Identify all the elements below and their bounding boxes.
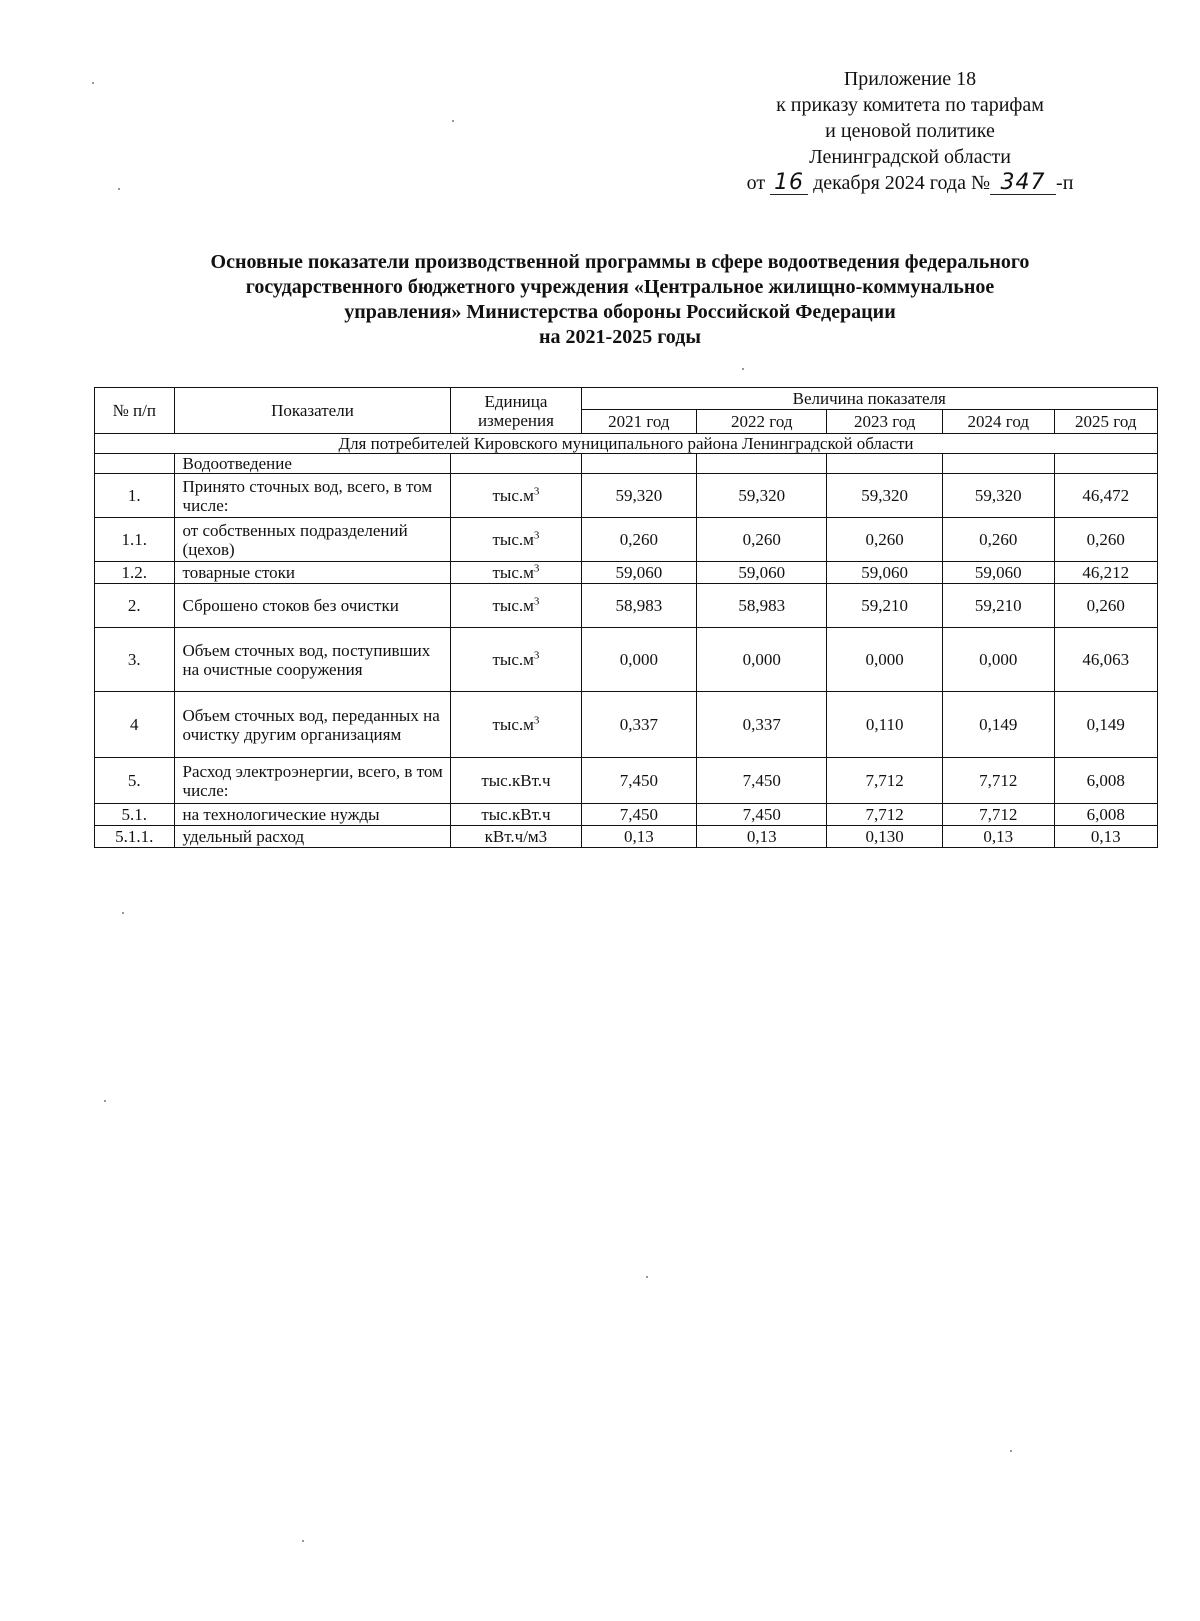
row-value: 0,260 (827, 518, 943, 562)
row-unit (451, 692, 581, 758)
row-value: 0,000 (827, 628, 943, 692)
unit-base: тыс.м (492, 486, 534, 505)
header-year: 2021 год (581, 410, 697, 434)
table-cell (581, 454, 697, 474)
unit-base: тыс.м (492, 563, 534, 582)
row-value: 0,260 (1054, 584, 1157, 628)
row-unit (451, 584, 581, 628)
row-unit (451, 804, 581, 826)
header-indicator: Показатели (174, 388, 451, 434)
row-unit (451, 562, 581, 584)
row-value: 0,149 (943, 692, 1055, 758)
row-value: 59,210 (827, 584, 943, 628)
row-value: 0,260 (943, 518, 1055, 562)
scan-speck (646, 1276, 648, 1278)
row-indicator: товарные стоки (174, 562, 451, 584)
unit-base: тыс.кВт.ч (481, 805, 551, 824)
title-line-2: государственного бюджетного учреждения «Центральное жилищно-коммунальное (245, 276, 995, 298)
row-value: 7,712 (943, 804, 1055, 826)
unit-base: тыс.м (492, 715, 534, 734)
unit-exponent: 3 (533, 529, 540, 542)
date-middle: декабря 2024 года № (813, 172, 991, 194)
table-row (95, 628, 1158, 692)
row-value: 59,060 (581, 562, 697, 584)
row-value: 7,712 (827, 758, 943, 804)
title-line-4: на 2021-2025 годы (539, 326, 701, 348)
header-year: 2024 год (943, 410, 1055, 434)
table-row (95, 584, 1158, 628)
row-value: 0,000 (697, 628, 827, 692)
table-row (95, 692, 1158, 758)
table-row (95, 804, 1158, 826)
row-value: 0,110 (827, 692, 943, 758)
section-row: Для потребителей Кировского муниципального района Ленинградской области (95, 434, 1158, 454)
document-title (100, 250, 1140, 350)
row-number: 1.2. (95, 562, 175, 584)
row-number: 2. (95, 584, 175, 628)
row-value: 7,450 (697, 758, 827, 804)
table-row (95, 758, 1158, 804)
header-year: 2023 год (827, 410, 943, 434)
appendix-block (700, 66, 1120, 196)
handwritten-order-number: 347 (990, 172, 1056, 195)
header-num: № п/п (95, 388, 175, 434)
appendix-line-3: и ценовой политике (825, 120, 995, 142)
row-value: 58,983 (697, 584, 827, 628)
unit-exponent: 3 (533, 649, 540, 662)
indicators-table (94, 387, 1158, 848)
row-unit (451, 628, 581, 692)
unit-exponent: 3 (533, 485, 540, 498)
row-indicator: на технологические нужды (174, 804, 451, 826)
row-indicator: Принято сточных вод, всего, в том числе: (174, 474, 451, 518)
order-suffix: -п (1056, 172, 1074, 194)
row-value: 0,000 (943, 628, 1055, 692)
table-row (95, 826, 1158, 848)
table-cell (1054, 454, 1157, 474)
unit-exponent: 3 (533, 714, 540, 727)
row-value: 46,063 (1054, 628, 1157, 692)
table-cell (697, 454, 827, 474)
scan-speck (92, 82, 94, 84)
row-value: 0,13 (697, 826, 827, 848)
row-value: 59,320 (943, 474, 1055, 518)
row-value: 7,712 (827, 804, 943, 826)
row-number: 1.1. (95, 518, 175, 562)
row-unit (451, 758, 581, 804)
row-value: 59,320 (581, 474, 697, 518)
row-number: 4 (95, 692, 175, 758)
scan-speck (122, 912, 124, 914)
scan-speck (302, 1540, 304, 1542)
row-indicator: Объем сточных вод, переданных на очистку другим организациям (174, 692, 451, 758)
row-number: 5. (95, 758, 175, 804)
unit-exponent: 3 (533, 562, 540, 575)
row-value: 0,337 (697, 692, 827, 758)
title-line-3: управления» Министерства обороны Российской Федерации (344, 301, 896, 323)
unit-base: кВт.ч/м3 (484, 827, 548, 846)
date-prefix: от (746, 172, 766, 194)
row-value: 0,260 (1054, 518, 1157, 562)
row-unit (451, 518, 581, 562)
header-unit: Единица измерения (451, 388, 581, 434)
table-cell (943, 454, 1055, 474)
appendix-line-1: Приложение 18 (843, 68, 977, 90)
row-value: 0,260 (581, 518, 697, 562)
row-value: 0,260 (697, 518, 827, 562)
row-value: 0,13 (943, 826, 1055, 848)
row-value: 59,320 (697, 474, 827, 518)
row-value: 59,060 (697, 562, 827, 584)
row-value: 0,000 (581, 628, 697, 692)
row-unit (451, 826, 581, 848)
row-value: 0,130 (827, 826, 943, 848)
appendix-line-2: к приказу комитета по тарифам (776, 94, 1044, 116)
header-year: 2025 год (1054, 410, 1157, 434)
row-value: 0,13 (581, 826, 697, 848)
row-value: 58,983 (581, 584, 697, 628)
row-value: 46,472 (1054, 474, 1157, 518)
row-indicator: Объем сточных вод, поступивших на очистные сооружения (174, 628, 451, 692)
row-number: 5.1. (95, 804, 175, 826)
row-indicator: Сброшено стоков без очистки (174, 584, 451, 628)
scan-speck (1010, 1450, 1012, 1452)
subsection-row: Водоотведение (174, 454, 451, 474)
row-number: 5.1.1. (95, 826, 175, 848)
scan-speck (452, 120, 454, 122)
unit-base: тыс.кВт.ч (481, 771, 551, 790)
unit-base: тыс.м (492, 530, 534, 549)
row-value: 59,060 (827, 562, 943, 584)
table-row (95, 518, 1158, 562)
header-value-group: Величина показателя (581, 388, 1158, 410)
row-value: 59,060 (943, 562, 1055, 584)
title-line-1: Основные показатели производственной программы в сфере водоотведения федерального (210, 251, 1030, 273)
appendix-line-4: Ленинградской области (809, 146, 1011, 168)
row-value: 59,320 (827, 474, 943, 518)
scan-speck (742, 368, 744, 370)
row-value: 7,450 (581, 804, 697, 826)
row-value: 0,337 (581, 692, 697, 758)
row-value: 0,13 (1054, 826, 1157, 848)
row-indicator: удельный расход (174, 826, 451, 848)
unit-base: тыс.м (492, 596, 534, 615)
row-value: 7,450 (581, 758, 697, 804)
table-cell (827, 454, 943, 474)
row-number: 1. (95, 474, 175, 518)
unit-exponent: 3 (533, 595, 540, 608)
table-row (95, 562, 1158, 584)
row-value: 7,450 (697, 804, 827, 826)
row-unit (451, 474, 581, 518)
row-number: 3. (95, 628, 175, 692)
row-value: 6,008 (1054, 758, 1157, 804)
scan-speck (118, 188, 120, 190)
unit-base: тыс.м (492, 650, 534, 669)
handwritten-day: 16 (770, 172, 808, 195)
row-indicator: от собственных подразделений (цехов) (174, 518, 451, 562)
row-value: 0,149 (1054, 692, 1157, 758)
row-indicator: Расход электроэнергии, всего, в том числе: (174, 758, 451, 804)
table-cell (95, 454, 175, 474)
scan-speck (104, 1100, 106, 1102)
table-cell (451, 454, 581, 474)
row-value: 6,008 (1054, 804, 1157, 826)
row-value: 7,712 (943, 758, 1055, 804)
header-year: 2022 год (697, 410, 827, 434)
table-row (95, 474, 1158, 518)
appendix-date-line (700, 170, 1120, 196)
row-value: 59,210 (943, 584, 1055, 628)
row-value: 46,212 (1054, 562, 1157, 584)
